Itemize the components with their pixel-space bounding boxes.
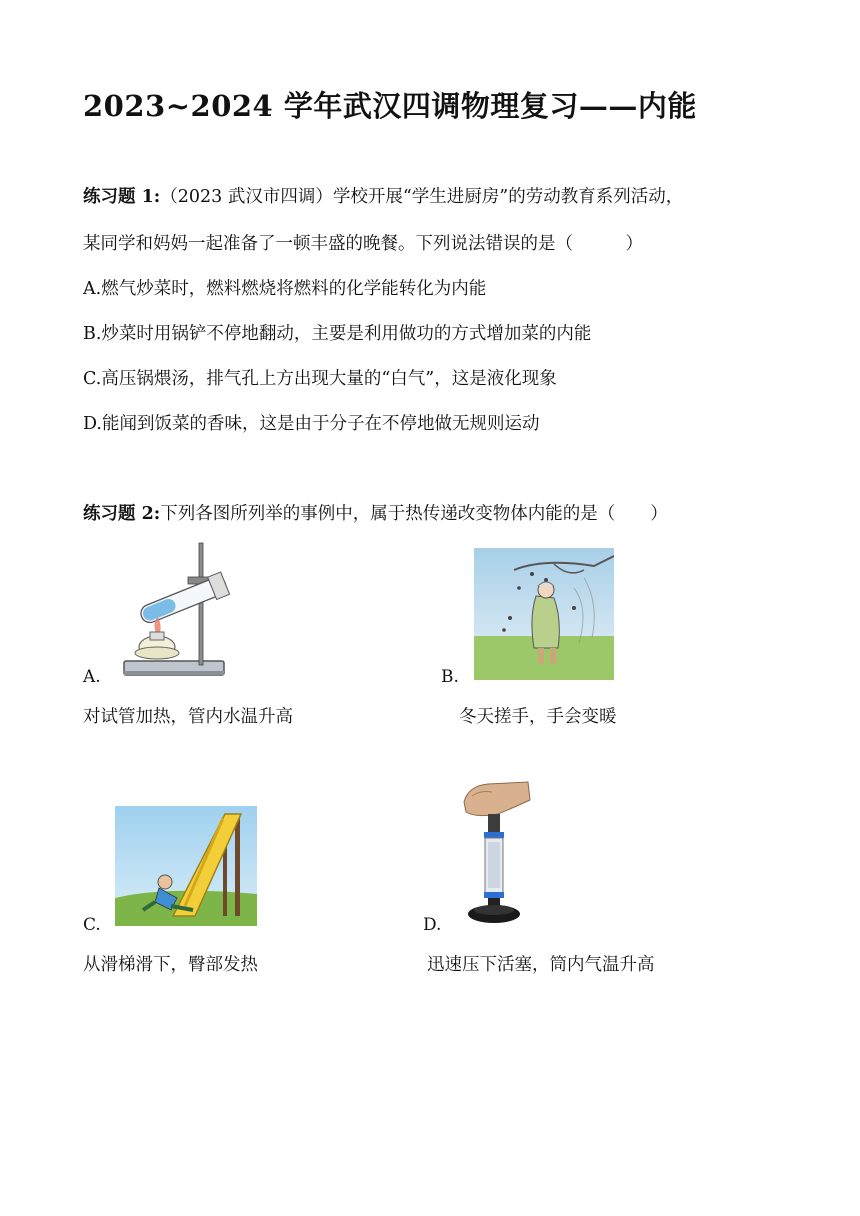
q2-choice-c-letter: C. xyxy=(83,915,101,935)
q1-stem-text1: （2023 武汉市四调）学校开展“学生进厨房”的劳动教育系列活动， xyxy=(160,187,684,207)
q2-choice-b-letter: B. xyxy=(441,667,459,687)
slide-image xyxy=(115,806,257,926)
q1-option-b: B.炒菜时用锅铲不停地翻动，主要是利用做功的方式增加菜的内能 xyxy=(83,324,592,344)
q1-option-d: D.能闻到饭菜的香味，这是由于分子在不停地做无规则运动 xyxy=(83,414,540,434)
q2-choice-b-caption: 冬天搓手，手会变暖 xyxy=(459,707,617,727)
test-tube-heating-image xyxy=(118,535,238,685)
windy-day-person-image xyxy=(474,548,614,680)
q2-choice-a-letter: A. xyxy=(83,667,101,687)
q1-option-c: C.高压锅煨汤，排气孔上方出现大量的“白气”，这是液化现象 xyxy=(83,369,557,389)
air-compression-cylinder-image xyxy=(458,780,538,930)
page-title: 2023~2024 学年武汉四调物理复习——内能 xyxy=(83,89,697,123)
q2-label: 练习题 2: xyxy=(83,504,161,524)
q2-choice-a-caption: 对试管加热，管内水温升高 xyxy=(83,707,293,727)
q2-stem-line xyxy=(83,500,668,525)
q2-choice-d-letter: D. xyxy=(423,915,442,935)
q1-label: 练习题 1: xyxy=(83,187,161,207)
q1-option-a: A.燃气炒菜时，燃料燃烧将燃料的化学能转化为内能 xyxy=(83,279,487,299)
q2-choice-d-caption: 迅速压下活塞，筒内气温升高 xyxy=(427,955,655,975)
q2-choice-c-caption: 从滑梯滑下，臀部发热 xyxy=(83,955,258,975)
q1-stem-line2: 某同学和妈妈一起准备了一顿丰盛的晚餐。下列说法错误的是（ ） xyxy=(83,234,643,254)
q2-stem-text: 下列各图所列举的事例中，属于热传递改变物体内能的是（ ） xyxy=(160,504,668,524)
q1-stem-line1 xyxy=(83,183,683,208)
